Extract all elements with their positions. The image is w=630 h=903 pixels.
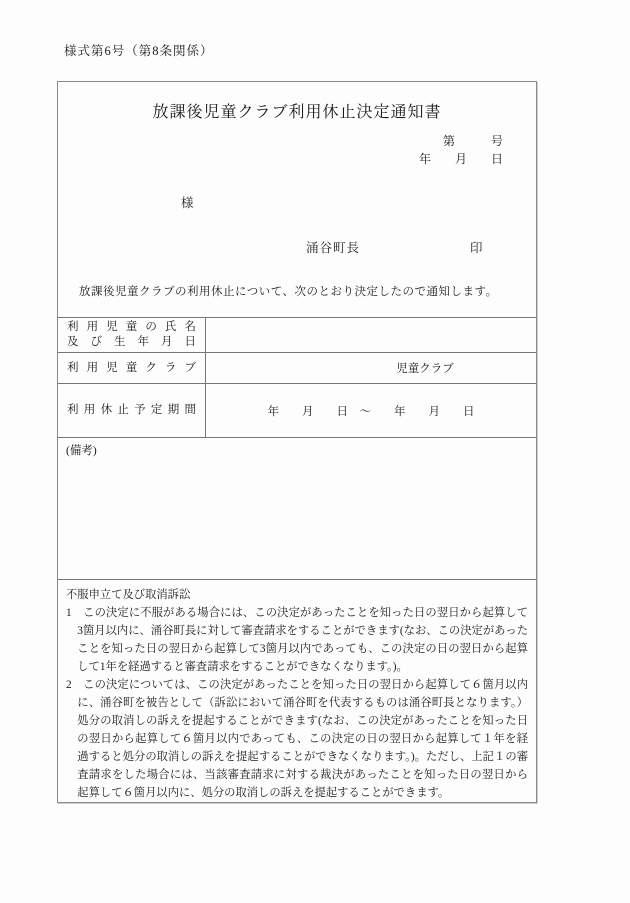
row-label-club xyxy=(58,353,206,383)
document-number-line: 第 号 xyxy=(442,134,503,148)
table-row-suspension-period xyxy=(58,383,536,437)
sender-title: 涌谷町長 xyxy=(306,241,361,255)
row-label-period xyxy=(58,384,206,437)
appeal-heading: 不服申立て及び取消訴訟 xyxy=(66,589,191,602)
document-title: 放課後児童クラブ利用休止決定通知書 xyxy=(152,104,442,121)
addressee-suffix: 様 xyxy=(181,196,194,210)
row-label-child-name xyxy=(58,318,206,352)
notice-sentence: 放課後児童クラブの利用休止について、次のとおり決定したので通知します。 xyxy=(67,286,498,298)
value-club: 児童クラブ xyxy=(396,363,454,376)
document-date-line: 年 月 日 xyxy=(418,152,503,166)
notice-sheet xyxy=(57,81,537,803)
label-line-1: 利用児童の氏名 xyxy=(67,321,196,333)
appeal-section xyxy=(58,580,536,802)
seal-mark: 印 xyxy=(470,241,483,255)
value-period: 年 月 日 ～ 年 月 日 xyxy=(267,405,475,418)
table-row-remarks xyxy=(58,437,536,579)
label-line-2: 及び生年月日 xyxy=(67,336,196,348)
appeal-item-1: 1 この決定に不服がある場合には、この決定があったことを知った日の翌日から起算して3箇月以内に、涌谷町長に対して審査請求をすることができます(なお、この決定があったことを知った日の翌日から起算して3箇月以内であっても、この決定の日の翌日から起算して1年を経過すると審査請求をすることができなくなります。)。 xyxy=(66,607,528,674)
table-row-club xyxy=(58,352,536,383)
value-child-name xyxy=(206,318,536,352)
remarks-label: (備考) xyxy=(66,445,97,458)
appeal-item-2: 2 この決定については、この決定があったことを知った日の翌日から起算して６箇月以内に、涌谷町を被告として（訴訟において涌谷町を代表するものは涌谷町長となります。）処分の取消しの訴えを提起することができます(なお、この決定があったことを知った日の翌日から起算して６箇月以内であっても、この決定の日の翌日から起算して１年を経過すると処分の取消しの訴えを提起することができなくなります。)。ただし、上記１の審査請求をした場合には、当該審査請求に対する裁決があったことを知った日の翌日から起算して６箇月以内に、処分の取消しの訴えを提起することができます。 xyxy=(66,679,528,800)
form-number-label: 様式第6号（第8条関係） xyxy=(64,44,214,58)
label-line: 利用児童クラブ xyxy=(67,361,196,374)
table-row-appeal xyxy=(58,579,536,802)
notice-table xyxy=(58,317,536,802)
number-date-block xyxy=(419,132,503,168)
table-row-child-name xyxy=(58,317,536,352)
label-line: 利用休止予定期間 xyxy=(67,404,196,417)
